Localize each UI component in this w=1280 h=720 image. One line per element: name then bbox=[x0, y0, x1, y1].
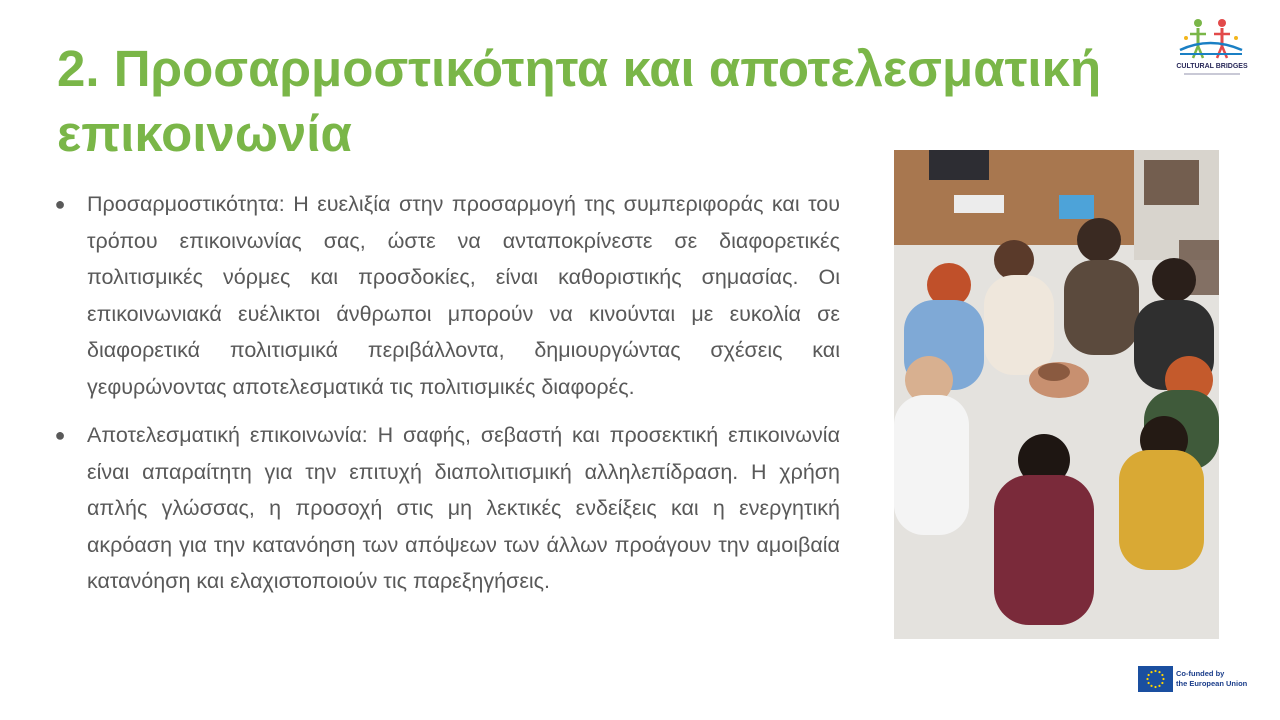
team-huddle-illustration-icon bbox=[894, 150, 1219, 639]
bullet-adaptability bbox=[50, 186, 840, 405]
eu-flag-icon bbox=[1138, 666, 1173, 692]
people-bridge-logo-icon bbox=[1176, 16, 1248, 64]
bullet-marker: ● bbox=[54, 194, 66, 214]
logo-underline bbox=[1184, 73, 1240, 75]
eu-line-1: Co-funded by bbox=[1176, 669, 1225, 678]
bullet-marker: ● bbox=[54, 425, 66, 445]
eu-text bbox=[1176, 669, 1266, 688]
bullet-text: Προσαρμοστικότητα: Η ευελιξία στην προσαρμογή της συμπεριφοράς και του τρόπου επικοινωνίας σας, ώστε να ανταποκρίνεστε σε διαφορετικές πολιτισμικές νόρμες και προσδοκίες, είναι καθοριστικής σημασίας. Οι επικοινωνιακά ευέλικτοι άνθρωποι μπορούν να κινούνται με ευκολία σε διαφορετικά πολιτισμικά περιβάλλοντα, δημιουργώντας σχέσεις και γεφυρώνοντας αποτελεσματικά τις πολιτισμικές διαφορές. bbox=[87, 192, 840, 399]
bullet-effective-communication bbox=[50, 417, 840, 600]
eu-cofunded-badge bbox=[1138, 666, 1263, 692]
bullet-text: Αποτελεσματική επικοινωνία: Η σαφής, σεβαστή και προσεκτική επικοινωνία είναι απαραίτητη για την επιτυχή διαπολιτισμική αλληλεπίδραση. Η χρήση απλής γλώσσας, η προσοχή στις μη λεκτικές ενδείξεις και η ενεργητική ακρόαση για την κατανόηση των απόψεων των άλλων προάγουν την αμοιβαία κατανόηση και ελαχιστοποιούν τις παρεξηγήσεις. bbox=[87, 423, 840, 593]
cultural-bridges-logo bbox=[1176, 16, 1248, 78]
logo-text: CULTURAL BRIDGES bbox=[1176, 63, 1248, 70]
bullet-list bbox=[50, 186, 840, 612]
eu-line-2: the European Union bbox=[1176, 678, 1248, 688]
slide-title: 2. Προσαρμοστικότητα και αποτελεσματική επικοινωνία bbox=[57, 40, 1102, 162]
team-huddle-photo bbox=[894, 150, 1219, 639]
